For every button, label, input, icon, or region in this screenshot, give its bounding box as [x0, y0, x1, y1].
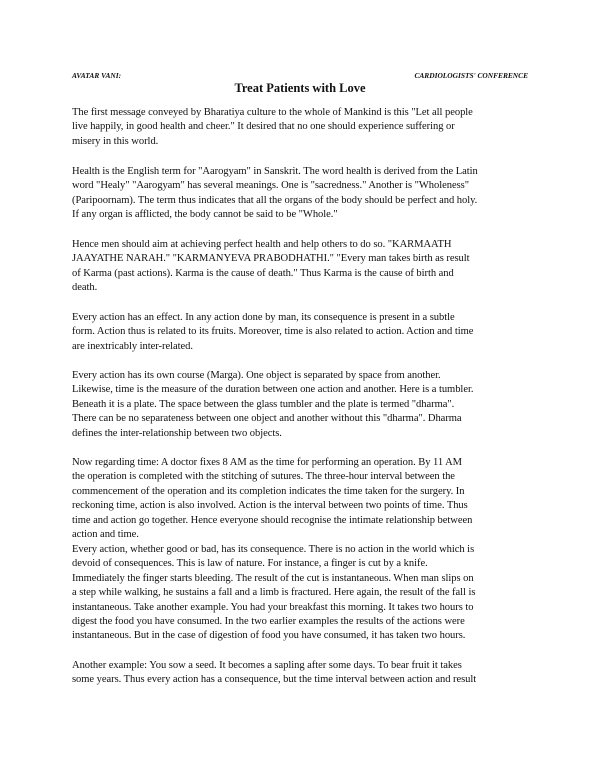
paragraph-line: Beneath it is a plate. The space between the glass tumbler and the plate is termed "dharma".: [72, 398, 455, 410]
paragraph-line: Every action has an effect. In any action done by man, its consequence is present in a subtle: [72, 312, 455, 323]
paragraph-line: There can be no separateness between one object and another without this "dharma". Dharma: [72, 413, 462, 425]
paragraph-line: a step while walking, he sustains a fall and a limb is fractured. Here again, the result of the fall is: [72, 587, 476, 599]
paragraph: [72, 106, 532, 149]
paragraph: [72, 165, 532, 223]
paragraph-line: instantaneous. But in the case of digestion of food you have consumed, it has taken two hours.: [72, 630, 466, 642]
paragraph-line: time and action go together. Hence everyone should recognise the intimate relationship between: [72, 514, 473, 526]
paragraph-line: Another example: You sow a seed. It becomes a sapling after some days. To bear fruit it takes: [72, 660, 462, 671]
paragraph-line: reckoning time, action is also involved. Action is the interval between two points of time. Thus: [72, 500, 468, 512]
paragraph-line: commencement of the operation and its completion indicates the time taken for the surgery. In: [72, 485, 465, 497]
paragraph-line: Every action has its own course (Marga). One object is separated by space from another.: [72, 370, 441, 381]
paragraph-line: defines the inter-relationship between two objects.: [72, 427, 282, 439]
paragraph-line: live happily, in good health and cheer." It desired that no one should experience suffering or: [72, 121, 455, 133]
paragraph-line: action and time.: [72, 529, 139, 541]
paragraph: [72, 543, 532, 644]
paragraph-line: Health is the English term for "Aarogyam" in Sanskrit. The word health is derived from the Latin: [72, 166, 478, 177]
paragraph: [72, 238, 532, 296]
paragraph-line: word "Healy" "Aarogyam" has several meanings. One is "sacredness." Another is "Wholeness": [72, 180, 469, 192]
paragraph: [72, 456, 532, 542]
paragraph-line: JAAYATHE NARAH." "KARMANYEVA PRABODHATHI." "Every man takes birth as result: [72, 253, 470, 265]
paragraph-line: digest the food you have consumed. In the two earlier examples the results of the actions were: [72, 616, 465, 628]
paragraph-line: (Paripoornam). The term thus indicates that all the organs of the body should be perfect and holy.: [72, 194, 478, 206]
header-right-label: CARDIOLOGISTS' CONFERENCE: [414, 71, 528, 80]
document-title: Treat Patients with Love: [234, 81, 366, 95]
paragraph-line: Likewise, time is the measure of the duration between one action and another. Here is a tumbler.: [72, 384, 474, 396]
paragraph-line: death.: [72, 282, 98, 294]
paragraph-line: If any organ is afflicted, the body cannot be said to be "Whole.": [72, 209, 338, 221]
header-left-label: AVATAR VANI:: [72, 71, 122, 80]
paragraph: [72, 311, 532, 354]
paragraph-line: form. Action thus is related to its fruits. Moreover, time is also related to action. Action and time: [72, 326, 474, 338]
paragraph: [72, 369, 532, 441]
paragraph-line: Hence men should aim at achieving perfect health and help others to do so. "KARMAATH: [72, 239, 452, 250]
paragraph-line: of Karma (past actions). Karma is the cause of death." Thus Karma is the cause of birth and: [72, 267, 454, 279]
paragraph-line: The first message conveyed by Bharatiya culture to the whole of Mankind is this "Let all people: [72, 107, 473, 118]
paragraph-line: instantaneous. Take another example. You had your breakfast this morning. It takes two hours to: [72, 601, 474, 613]
paragraph-line: the operation is completed with the stitching of sutures. The three-hour interval between the: [72, 471, 455, 483]
paragraph-line: misery in this world.: [72, 135, 159, 147]
paragraph: [72, 659, 532, 688]
paragraph-line: devoid of consequences. This is law of nature. For instance, a finger is cut by a knife.: [72, 558, 428, 570]
paragraph-line: are inextricably inter-related.: [72, 340, 193, 352]
paragraph-line: Immediately the finger starts bleeding. The result of the cut is instantaneous. When man slips on: [72, 572, 474, 584]
paragraph-line: Every action, whether good or bad, has its consequence. There is no action in the world which is: [72, 544, 475, 555]
paragraph-line: some years. Thus every action has a consequence, but the time interval between action and result: [72, 674, 477, 686]
paragraph-line: Now regarding time: A doctor fixes 8 AM as the time for performing an operation. By 11 AM: [72, 457, 463, 468]
